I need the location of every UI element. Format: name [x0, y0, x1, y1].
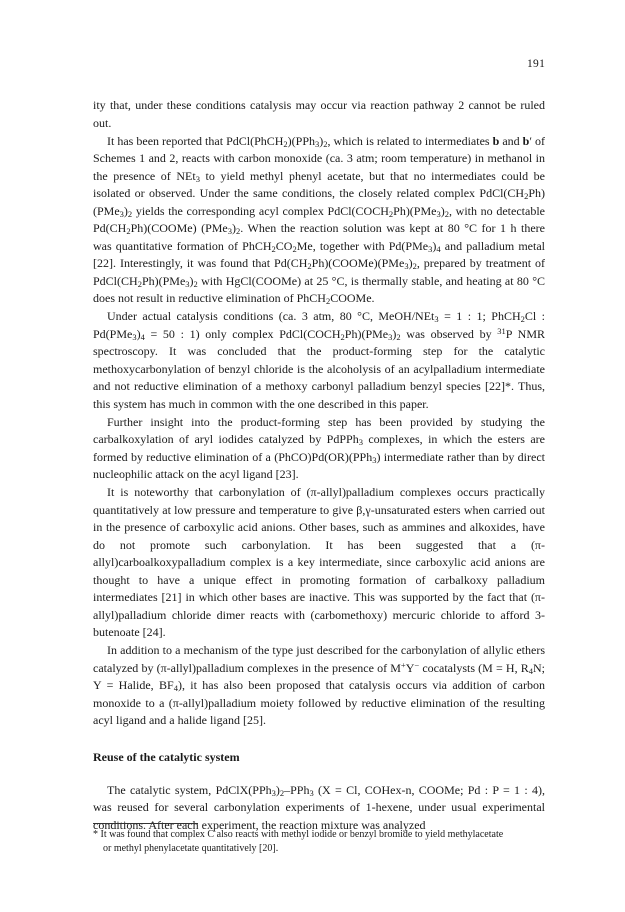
footnote-line-2: or methyl phenylacetate quantitatively [20].	[103, 843, 279, 854]
paragraph-p5: It is noteworthy that carbonylation of (π-allyl)palladium complexes occurs practically quantitatively at low pressure and temperature to give β,γ-unsaturated esters when carried out in the presence of carboxylic acid anions. Other bases, such as ammines and alkoxides, have do not promote such carbonylation. It has been suggested that a (π-allyl)carboalkoxypalladium complex is a key intermediate, since carboxylic acid anions are thought to have a unique effect in promoting formation of carbalkoxy palladium intermediates [21] in which other bases are inactive. This was supported by the fact that (π-allyl)palladium chloride dimer reacts with (carbomethoxy) mercuric chloride to afford 3-butenoate [24].	[93, 485, 545, 639]
paragraph-p7: The catalytic system, $PdClX(PPh_3)_2-PPh_3$ (X = Cl, COHex-n, COOMe; Pd : P = 1 : 4), was reused for several carbonylation experiments of 1-hexene, under usual experimental conditions. After each experiment, the reaction mixture was analyzed	[93, 782, 545, 832]
paragraph-p1: ity that, under these conditions catalysis may occur via reaction pathway 2 cannot be ruled out.	[93, 98, 545, 130]
paragraph-p2: It has been reported that $PdCl(PhCH_2)(PPh_3)_2$, which is related to intermediates b and b′ of Schemes 1 and 2, reacts with carbon monoxide (ca. 3 atm; room temperature) in methanol in the presence of NEt$_3$ to yield methyl phenyl acetate, but that no intermediates could be isolated or observed. Under the same conditions, the closely related complex $PdCl(CH_2Ph)(PMe_3)_2$ yields the corresponding acyl complex $PdCl(COCH_2Ph)(PMe_3)_2$, with no detectable $Pd(CH_2Ph)(COOMe)$ $(PMe_3)_2$. When the reaction solution was kept at 80 °C for 1 h there was quantitative formation of $PhCH_2CO_2Me$, together with $Pd(PMe_3)_4$ and palladium metal [22]. Interestingly, it was found that $Pd(CH_2Ph)(COOMe)(PMe_3)_2$, prepared by treatment of $PdCl(CH_2Ph)(PMe_3)_2$ with HgCl(COOMe) at 25 °C, is thermally stable, and heating at 80 °C does not result in reductive elimination of PhCH$_2$COOMe.	[93, 133, 546, 306]
paragraph-p4: Further insight into the product-forming step has been provided by studying the carbalkoxylation of aryl iodides catalyzed by PdPPh$_3$ complexes, in which the esters are formed by reductive elimination of a (PhCO)Pd(OR)(PPh$_3$) intermediate rather than by direct nucleophilic attack on the acyl ligand [23].	[93, 414, 545, 481]
footnote	[93, 828, 545, 856]
paragraph-p6: In addition to a mechanism of the type just described for the carbonylation of allylic ethers catalyzed by (π-allyl)palladium complexes in the presence of M+Y− cocatalysts (M = H, $R_4N$; Y = Halide, $BF_4$), it has also been proposed that catalysis occurs via addition of carbon monoxide to a (π-allyl)palladium moiety followed by reductive elimination of the resulting acyl ligand and a halide ligand [25].	[93, 643, 546, 727]
section-heading: Reuse of the catalytic system	[93, 749, 240, 764]
footnote-line-1: It was found that complex C also reacts with methyl iodide or benzyl bromide to yield methylacetate	[100, 829, 504, 840]
paragraph-p3: Under actual catalysis conditions (ca. 3 atm, 80 °C, MeOH/NEt$_3$ = 1 : 1; PhCH$_2$Cl : $Pd(PMe_3)_4 = 50$ : 1) only complex $PdCl(COCH_2Ph)(PMe_3)_2$ was observed by $^{31}$P NMR spectroscopy. It was concluded that the product-forming step for the catalytic methoxycarbonylation of benzyl chloride is the alcoholysis of an acylpalladium intermediate and not reductive elimination of a methoxy carbonyl palladium benzyl species [22]*. Thus, this system has much in common with the one described in this paper.	[93, 309, 546, 411]
body-text	[93, 97, 545, 835]
page-number: 191	[527, 58, 546, 70]
footnote-marker: *	[93, 829, 98, 840]
footnote-divider	[93, 823, 198, 824]
